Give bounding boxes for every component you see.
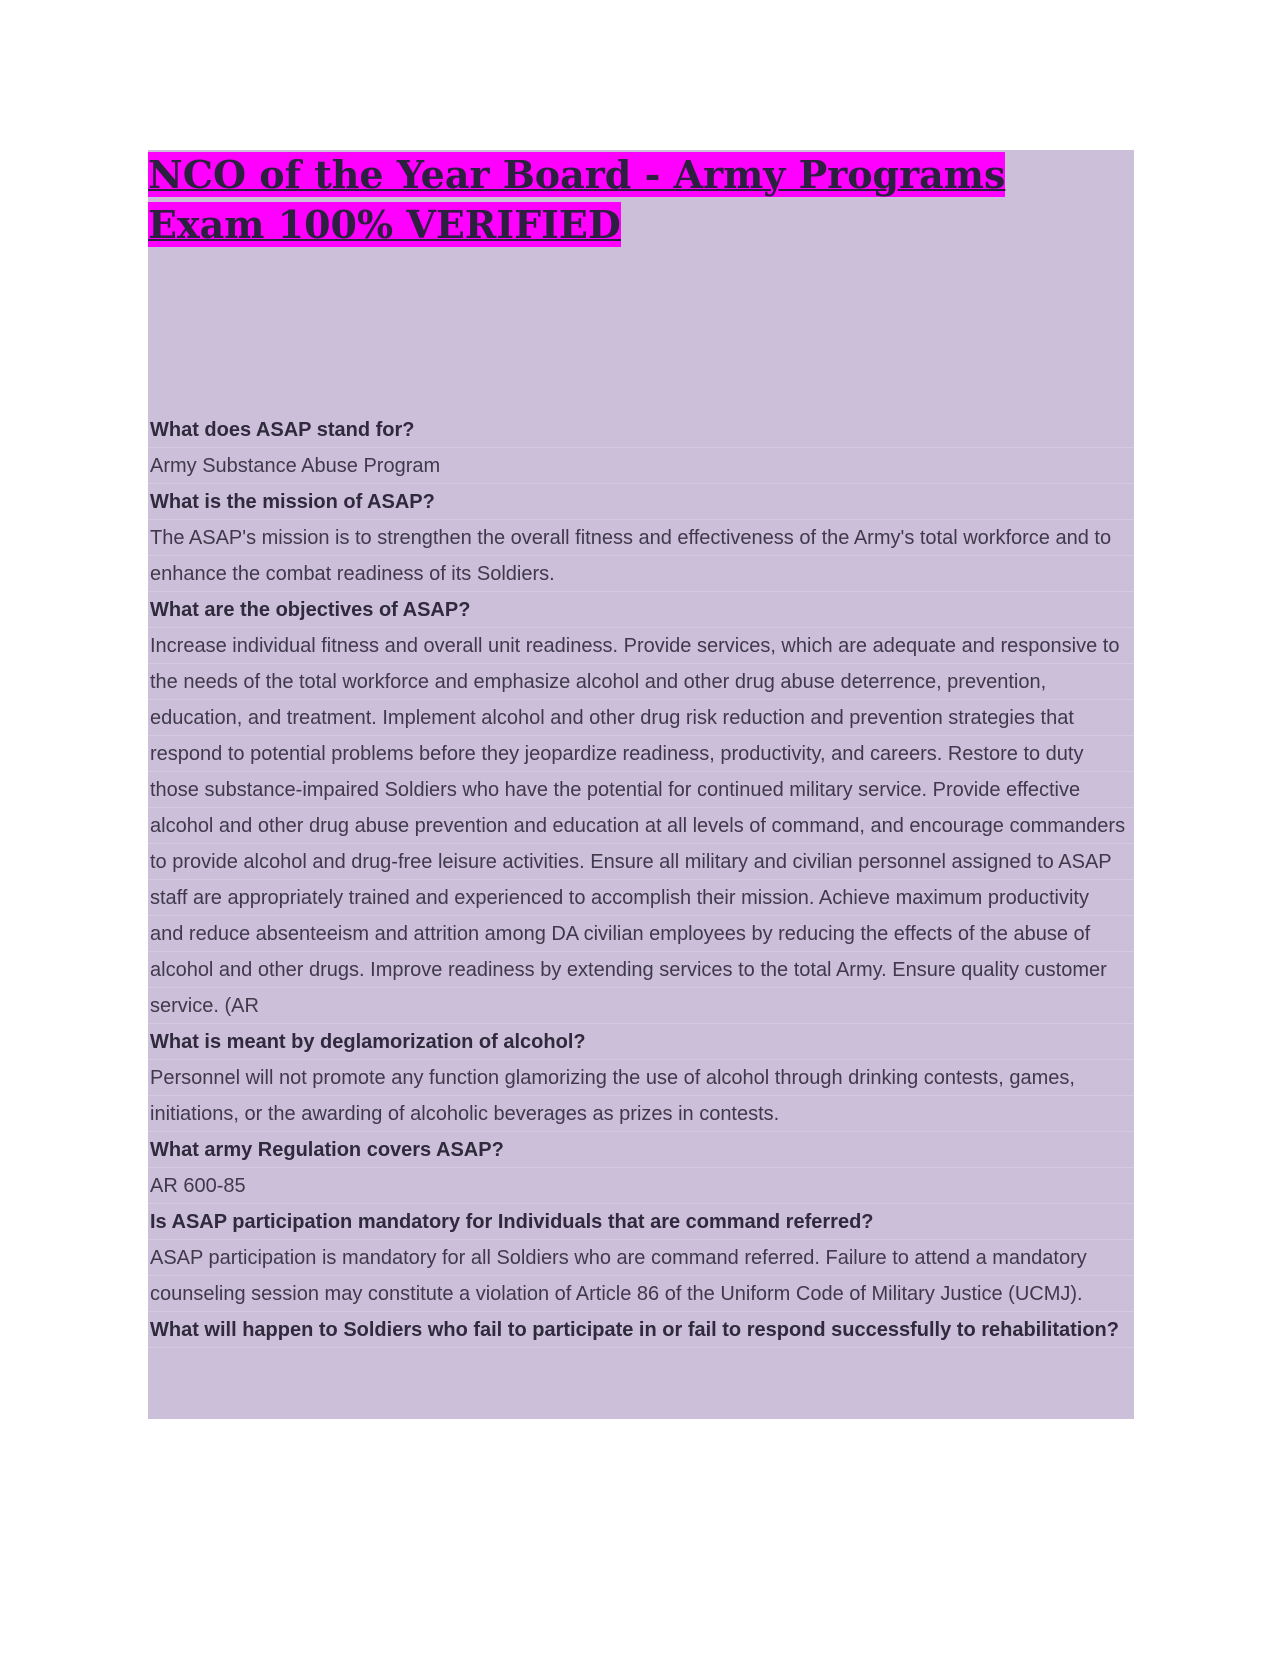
answer-5: AR 600-85: [148, 1168, 1134, 1204]
document-page: [148, 150, 1134, 1419]
question-2: What is the mission of ASAP?: [148, 484, 1134, 520]
answer-2: The ASAP's mission is to strengthen the overall fitness and effectiveness of the Army's total workforce and to enhance the combat readiness of its Soldiers.: [148, 520, 1134, 592]
question-6: Is ASAP participation mandatory for Individuals that are command referred?: [148, 1204, 1134, 1240]
answer-3: Increase individual fitness and overall unit readiness. Provide services, which are adequate and responsive to the needs of the total workforce and emphasize alcohol and other drug abuse deterrence, prevention, education, and treatment. Implement alcohol and other drug risk reduction and prevention strategies that respond to potential problems before they jeopardize readiness, productivity, and careers. Restore to duty those substance-impaired Soldiers who have the potential for continued military service. Provide effective alcohol and other drug abuse prevention and education at all levels of command, and encourage commanders to provide alcohol and drug-free leisure activities. Ensure all military and civilian personnel assigned to ASAP staff are appropriately trained and experienced to accomplish their mission. Achieve maximum productivity and reduce absenteeism and attrition among DA civilian employees by reducing the effects of the abuse of alcohol and other drugs. Improve readiness by extending services to the total Army. Ensure quality customer service. (AR: [148, 628, 1134, 1024]
question-7: What will happen to Soldiers who fail to participate in or fail to respond successfully to rehabilitation?: [148, 1312, 1134, 1348]
answer-6: ASAP participation is mandatory for all Soldiers who are command referred. Failure to attend a mandatory counseling session may constitute a violation of Article 86 of the Uniform Code of Military Justice (UCMJ).: [148, 1240, 1134, 1312]
question-1: What does ASAP stand for?: [148, 412, 1134, 448]
question-4: What is meant by deglamorization of alcohol?: [148, 1024, 1134, 1060]
question-5: What army Regulation covers ASAP?: [148, 1132, 1134, 1168]
qa-list: [148, 412, 1134, 1348]
document-title-text: NCO of the Year Board - Army Programs Exam 100% VERIFIED: [148, 152, 1006, 247]
answer-1: Army Substance Abuse Program: [148, 448, 1134, 484]
title-spacer: [148, 250, 1134, 412]
answer-4: Personnel will not promote any function glamorizing the use of alcohol through drinking contests, games, initiations, or the awarding of alcoholic beverages as prizes in contests.: [148, 1060, 1134, 1132]
question-3: What are the objectives of ASAP?: [148, 592, 1134, 628]
document-title: [148, 150, 1134, 250]
